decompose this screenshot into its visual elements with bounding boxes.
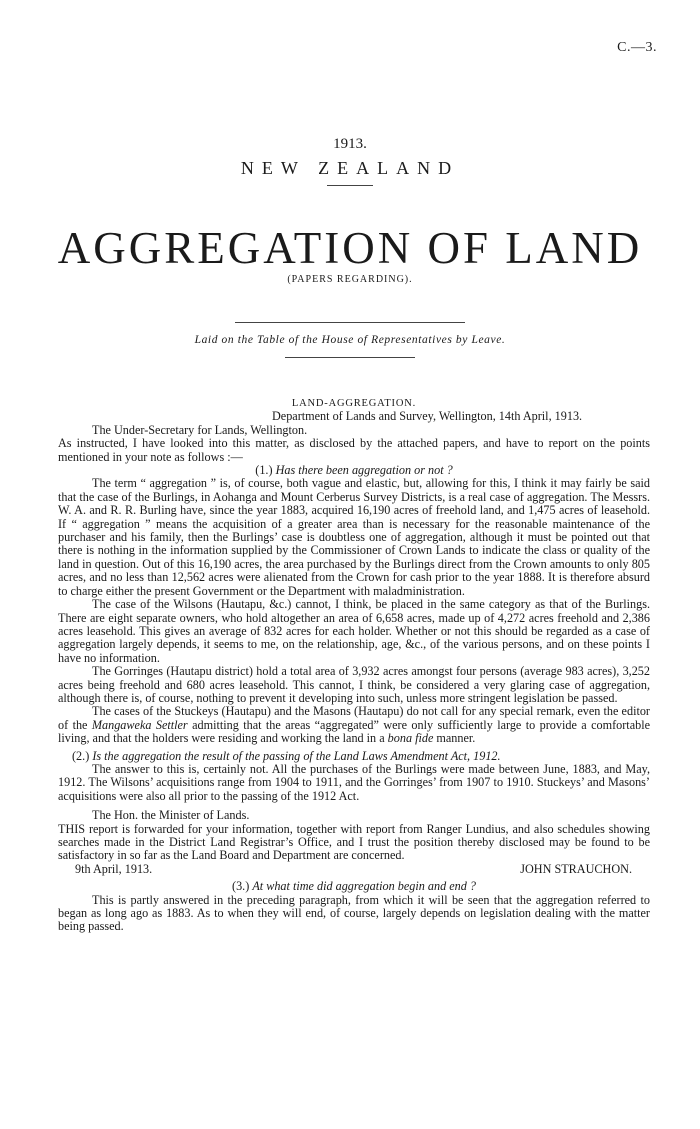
paper-reference: C.—3. bbox=[617, 40, 657, 55]
question-1-number: (1.) bbox=[255, 463, 273, 478]
addressee: The Under-Secretary for Lands, Wellington. bbox=[92, 422, 308, 437]
question-2-text: Is the aggregation the result of the passing of the Land Laws Amendment Act, 1912. bbox=[92, 748, 501, 763]
covering-note: THIS report is forwarded for your information, together with report from Ranger Lundius, and also schedules showing searches made in the District Land Registrar’s Office, and I trust the position thereby disclosed may be found to be satisfactory in so far as the Land Board and Department are concerned. bbox=[58, 821, 650, 863]
question-3-text: At what time did aggregation begin and end ? bbox=[252, 879, 476, 894]
question-3 bbox=[58, 880, 650, 893]
paragraph-stuckeys-masons: The cases of the Stuckeys (Hautapu) and the Masons (Hautapu) do not call for any special remark, even the editor of the Mangaweka Settler admitting that the areas “aggregated” were only sufficiently large to provide a comfortable living, and that the holders were residing and working the land in a bona fide manner. bbox=[58, 704, 650, 746]
latin-phrase: bona fide bbox=[387, 731, 434, 746]
question-2-number: (2.) bbox=[72, 748, 90, 763]
question-1 bbox=[58, 464, 650, 477]
paragraph-answer-3: This is partly answered in the preceding paragraph, from which it will be seen that the aggregation referred to began as long ago as 1883. As to when they will end, of course, largely depends on legislation dealing with the matter being passed. bbox=[58, 892, 650, 934]
question-2 bbox=[58, 750, 650, 763]
newspaper-name: Mangaweka Settler bbox=[91, 717, 188, 732]
paragraph-burlings: The term “ aggregation ” is, of course, both vague and elastic, but, allowing for this, I think it may fairly be said that the case of the Burlings, in Aohanga and Mount Cerberus Survey Districts, is a real case of aggregation. The Messrs. W. A. and R. R. Burling have, since the year 1883, acquired 16,190 acres of freehold land, and 1,475 acres of leasehold. If “ aggregation ” means the acquisition of a greater area than is necessary for the reasonable maintenance of the purchaser and his family, then the Burlings’ case is doubtless one of aggregation, although it must be pointed out that there is nothing in the information supplied by the Commissioner of Crown Lands to indicate the class or quality of the land in question. Out of this 16,190 acres, the area purchased by the Burlings direct from the Crown amounts to only 805 acres, and no less than 12,562 acres were alienated from the Crown for cash prior to the year 1888. It is therefore absurd to charge either the present Government or the Department with maladministration. bbox=[58, 476, 650, 598]
signature-row bbox=[58, 863, 650, 876]
document-title: AGGREGATION OF LAND bbox=[57, 223, 643, 273]
covering-note-date: 9th April, 1913. bbox=[75, 861, 153, 876]
country-heading: NEW ZEALAND bbox=[240, 158, 460, 178]
minister-addressee: The Hon. the Minister of Lands. bbox=[92, 808, 250, 823]
year: 1913. bbox=[333, 136, 367, 152]
signature: JOHN STRAUCHON. bbox=[520, 861, 632, 876]
section-heading: LAND-AGGREGATION. bbox=[291, 398, 417, 409]
document-body bbox=[58, 397, 650, 934]
laid-on-table-line: Laid on the Table of the House of Representatives by Leave. bbox=[194, 334, 506, 346]
intro-paragraph: As instructed, I have looked into this matter, as disclosed by the attached papers, and have to report on the points mentioned in your note as follows :— bbox=[58, 436, 650, 464]
question-1-text: Has there been aggregation or not ? bbox=[275, 463, 453, 478]
rule-short bbox=[327, 185, 373, 186]
rule-lower bbox=[285, 357, 415, 358]
paragraph-gorringes: The Gorringes (Hautapu district) hold a total area of 3,932 acres amongst four persons (average 983 acres), 3,252 acres being freehold and 680 acres leasehold. This cannot, I think, be considered a very glaring case of aggregation, although there is, of course, nothing to prevent it developing into such, unless more stringent legislation be passed. bbox=[58, 664, 650, 705]
rule-upper bbox=[235, 322, 465, 323]
question-3-number: (3.) bbox=[232, 879, 250, 894]
paragraph-answer-2: The answer to this is, certainly not. All the purchases of the Burlings were made between June, 1883, and May, 1912. The Wilsons’ acquisitions range from 1904 to 1911, and the Gorringes’ from 1907 to 1910. Stuckeys’ and Masons’ acquisitions were also all prior to the passing of the 1912 Act. bbox=[58, 761, 650, 803]
paragraph-wilsons: The case of the Wilsons (Hautapu, &c.) cannot, I think, be placed in the same category as that of the Burlings. There are eight separate owners, who hold altogether an area of 6,658 acres, made up of 4,272 acres freehold and 2,386 acres leasehold. This gives an average of 832 acres for each holder. Whether or not this should be regarded as a case of aggregation largely depends, it seems to me, on the relationship, age, &c., of the various persons, and on these points I have no information. bbox=[58, 597, 650, 665]
document-subtitle: (PAPERS REGARDING). bbox=[287, 274, 413, 285]
dateline: Department of Lands and Survey, Wellington, 14th April, 1913. bbox=[272, 409, 583, 424]
